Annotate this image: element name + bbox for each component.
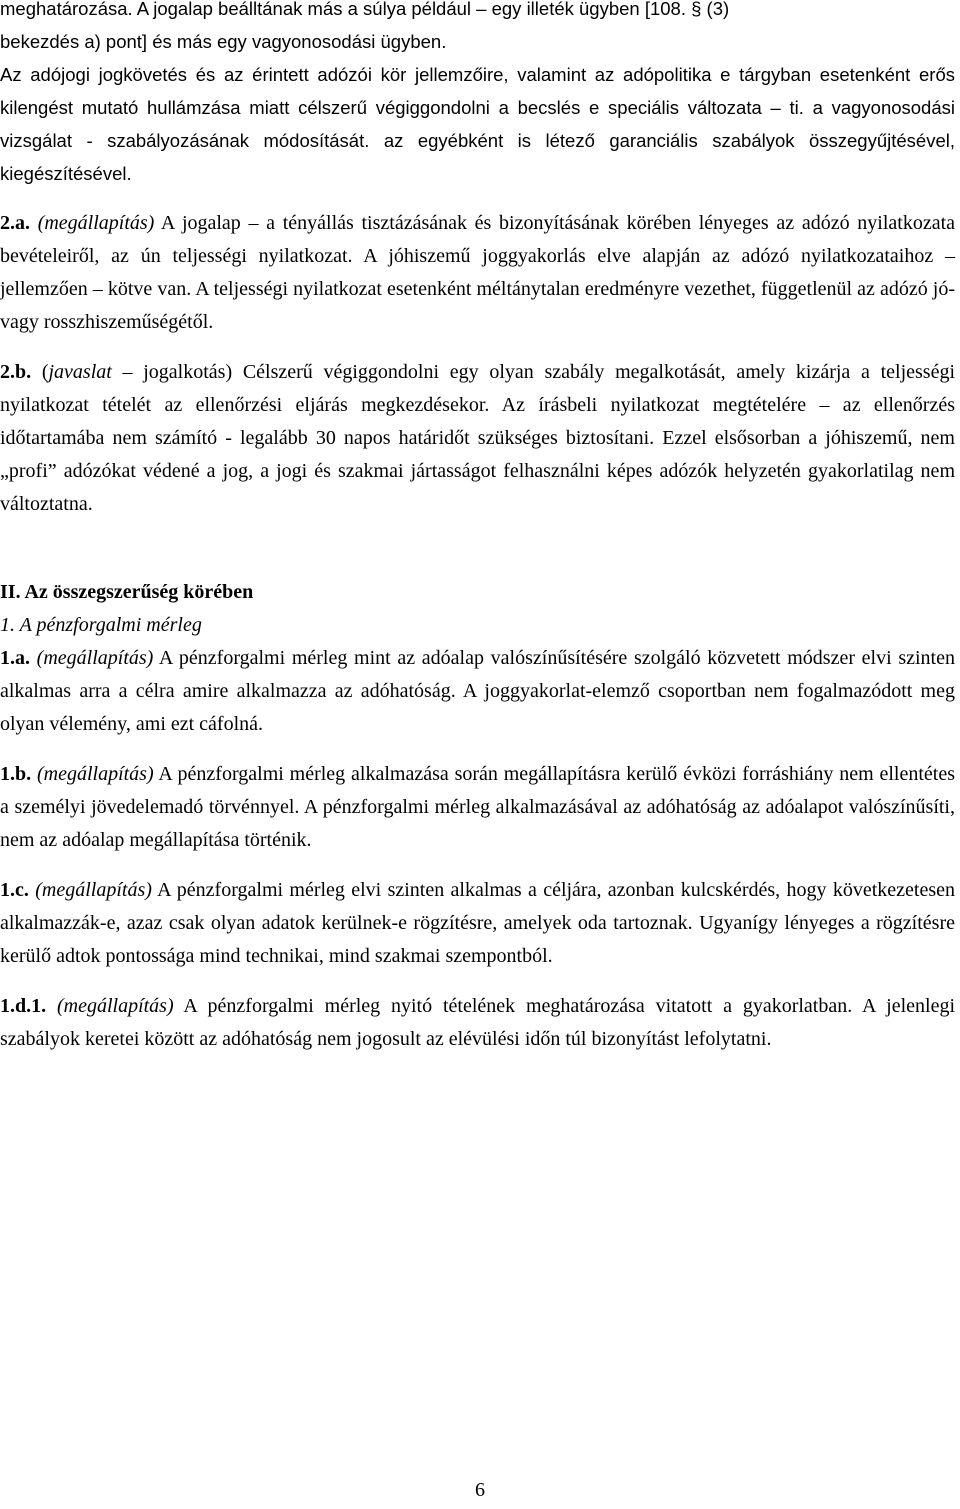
section-2b-text: Célszerű végiggondolni egy olyan szabály megalkotását, amely kizárja a teljességi nyilatkozat tételét az ellenőrzési eljárás megkezdésekor. Az írásbeli nyilatkozat megtételére – az ellenőrzés időtartamába nem számító - legalább 30 napos határidőt szükséges biztosítani. Ezzel elsősorban a jóhiszemű, nem „profi” adózókat védené a jog, a jogi és szakmai jártasságot felhasználni képes adózók helyzetén gyakorlatilag nem változtatna. xyxy=(0,361,956,515)
intro-line-1: meghatározása. A jogalap beálltának más a súlya például – egy illeték ügyben [108. § (3) xyxy=(0,0,730,19)
section-1d1-tag: (megállapítás) xyxy=(56,995,174,1017)
section-1d1-text: A pénzforgalmi mérleg nyitó tételének meghatározása vitatott a gyakorlatban. A jelenlegi szabályok keretei között az adóhatóság nem jogosult az elévülési időn túl bizonyítást lefolytatni. xyxy=(0,995,956,1050)
section-1c-text: A pénzforgalmi mérleg elvi szinten alkalmas a céljára, azonban kulcskérdés, hogy következetesen alkalmazzák-e, azaz csak olyan adatok kerülnek-e rögzítésre, amelyek oda tartoznak. Ugyanígy lényeges a rögzítésre kerülő adtok pontossága mind technikai, mind szakmai szempontból. xyxy=(0,879,956,967)
section-2a-number: 2.a. xyxy=(0,212,30,234)
section-1b-number: 1.b. xyxy=(0,763,32,785)
intro-paragraph-1 xyxy=(0,0,955,58)
section-1c-paragraph xyxy=(0,874,955,973)
section-2b-paragraph xyxy=(0,356,955,521)
section-1b-text: A pénzforgalmi mérleg alkalmazása során megállapításra kerülő évközi forráshiány nem ellentétes a személyi jövedelemadó törvénnyel. A pénzforgalmi mérleg alkalmazásával az adóhatóság az adóalapot valószínűsíti, nem az adóalap megállapítása történik. xyxy=(0,763,955,851)
section-1a-tag: (megállapítás) xyxy=(36,647,154,669)
section-2a-paragraph xyxy=(0,207,955,339)
section-1a-paragraph xyxy=(0,642,955,741)
section-1b-paragraph xyxy=(0,758,955,857)
section-1b-tag: (megállapítás) xyxy=(36,763,154,785)
section-2a-tag: (megállapítás) xyxy=(37,212,155,234)
page-number: 6 xyxy=(475,1479,485,1501)
section-1a-text: A pénzforgalmi mérleg mint az adóalap valószínűsítésére szolgáló közvetett módszer elvi szinten alkalmas arra a célra amire alkalmazza az adóhatóság. A joggyakorlat-elemző csoportban nem fogalmazódott meg olyan vélemény, ami ezt cáfolná. xyxy=(0,647,955,735)
section-1c-tag: (megállapítás) xyxy=(35,879,152,901)
section-2b-tag-rest: – jogalkotás) xyxy=(111,361,233,383)
section-subheading: 1. A pénzforgalmi mérleg xyxy=(0,614,202,636)
section-1c-number: 1.c. xyxy=(0,879,29,901)
section-2b-number: 2.b. xyxy=(0,361,32,383)
section-1a-number: 1.a. xyxy=(0,647,30,669)
section-1d1-number: 1.d.1. xyxy=(0,995,47,1017)
intro-paragraph-2: Az adójogi jogkövetés és az érintett adózói kör jellemzőire, valamint az adópolitika e tárgyban esetenként erős kilengést mutató hullámzása miatt célszerű végiggondolni a becslés e speciális változata – ti. a vagyonosodási vizsgálat - szabályozásának módosítását. az egyébként is létező garanciális szabályok összegyűjtésével, kiegészítésével. xyxy=(0,64,955,184)
intro-line-2: bekezdés a) pont] és más egy vagyonosodási ügyben. xyxy=(0,31,447,52)
section-2a-text: A jogalap – a tényállás tisztázásának és bizonyításának körében lényeges az adózó nyilatkozata bevételeiről, az ún teljességi nyilatkozat. A jóhiszemű joggyakorlás elve alapján az adózó nyilatkozataihoz – jellemzően – kötve van. A teljességi nyilatkozat esetenként méltánytalan eredményre vezethet, függetlenül az adózó jó- vagy rosszhiszeműségétől. xyxy=(0,212,956,333)
section-2b-tag-italic: javaslat xyxy=(48,361,112,383)
section-1d1-paragraph xyxy=(0,990,955,1056)
section-heading: II. Az összegszerűség körében xyxy=(0,581,254,603)
section-2b-tag-open: ( xyxy=(41,361,49,383)
